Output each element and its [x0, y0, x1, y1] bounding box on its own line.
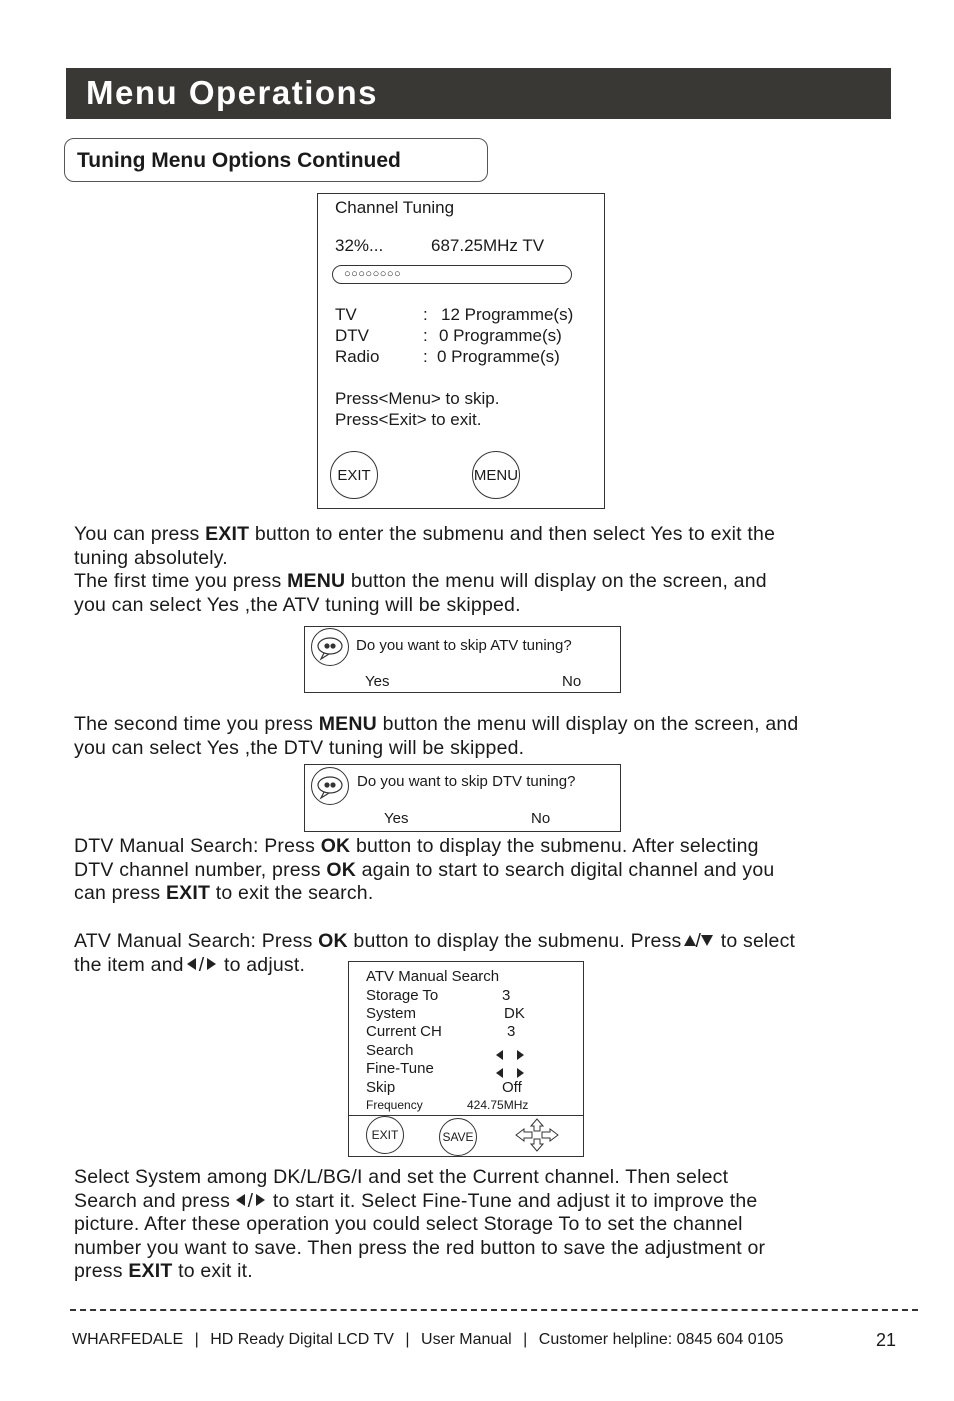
text: to select [715, 930, 796, 952]
key-ok: OK [326, 858, 356, 881]
paragraph-select-system [74, 1166, 765, 1284]
atv-row-label: Current CH [366, 1023, 442, 1040]
dialog-no-button[interactable]: No [562, 673, 582, 690]
tuning-percent: 32%... [335, 236, 384, 255]
tuning-row-label: TV [335, 305, 357, 324]
text: button to display the submenu. Press [347, 930, 682, 952]
tuning-row-value: 0 Programme(s) [439, 326, 562, 345]
text: tuning absolutely. [74, 546, 228, 569]
key-ok: OK [318, 930, 348, 952]
text: button to display the submenu. After selecting [350, 835, 759, 857]
key-ok: OK [320, 835, 351, 857]
left-arrow-icon [236, 1194, 245, 1206]
page-header [66, 68, 891, 119]
text: can press [74, 882, 166, 904]
text: you can select Yes ,the DTV tuning will be skipped. [74, 736, 525, 759]
tuning-row-sep: : [423, 326, 428, 345]
text: The second time you press [74, 713, 319, 735]
atv-row-label: Fine-Tune [366, 1060, 434, 1077]
dialog-no-button[interactable]: No [531, 810, 551, 827]
paragraph-exit-menu [74, 523, 775, 617]
atv-row-value: DK [504, 1005, 525, 1022]
footer-separator: | [523, 1331, 528, 1348]
atv-row-label: Search [366, 1042, 414, 1059]
direction-pad-icon[interactable] [514, 1117, 560, 1158]
menu-button[interactable]: MENU [472, 451, 520, 499]
text: DTV Manual Search: Press [74, 835, 321, 857]
tuning-progress-bar [332, 265, 572, 284]
paragraph-second-menu [74, 713, 798, 760]
text: button the menu will display on the screen, and [345, 570, 767, 592]
section-heading [64, 138, 488, 182]
key-exit: EXIT [128, 1260, 173, 1282]
text: again to start to search digital channel and you [355, 858, 775, 881]
dialog-question: Do you want to skip ATV tuning? [356, 637, 572, 654]
footer-separator: | [194, 1331, 199, 1348]
tuning-row-value: 0 Programme(s) [437, 347, 560, 366]
text: button the menu will display on the screen, and [376, 713, 799, 735]
progress-dots: ○○○○○○○○ [344, 268, 402, 280]
text: Search and press [74, 1189, 236, 1212]
speech-face-icon [311, 628, 349, 666]
hint-exit: Press<Exit> to exit. [335, 410, 482, 429]
tuning-row-value: 12 Programme(s) [441, 305, 574, 324]
paragraph-dtv-manual-search [74, 835, 774, 906]
text: Select System among DK/L/BG/I and set the Current channel. Then select [74, 1166, 729, 1188]
atv-row-value: 3 [507, 1023, 516, 1040]
left-arrow-icon [187, 958, 196, 970]
footer-product: HD Ready Digital LCD TV [210, 1331, 394, 1348]
text: to exit it. [172, 1260, 253, 1282]
page-number: 21 [876, 1330, 897, 1350]
footer-separator: | [405, 1331, 410, 1348]
dialog-yes-button[interactable]: Yes [384, 810, 409, 827]
channel-tuning-title: Channel Tuning [335, 198, 455, 217]
down-arrow-icon [701, 935, 713, 946]
footer [72, 1331, 783, 1349]
exit-button[interactable]: EXIT [366, 1116, 404, 1154]
text: to start it. Select Fine-Tune and adjust it to improve the [267, 1189, 758, 1212]
key-menu: MENU [287, 570, 346, 592]
tuning-frequency: 687.25MHz TV [431, 236, 545, 255]
footer-brand: WHARFEDALE [72, 1331, 184, 1348]
text: / [695, 930, 702, 952]
tuning-row-sep: : [423, 347, 428, 366]
text: to exit the search. [210, 882, 374, 904]
right-arrow-icon [256, 1194, 265, 1206]
dialog-yes-button[interactable]: Yes [365, 673, 390, 690]
key-exit: EXIT [205, 523, 250, 545]
atv-row-value: Off [502, 1079, 522, 1096]
speech-face-icon [311, 767, 349, 805]
save-button[interactable]: SAVE [439, 1118, 477, 1156]
key-exit: EXIT [165, 882, 211, 904]
section-title: Tuning Menu Options Continued [77, 149, 401, 172]
text: / [247, 1189, 254, 1212]
text: / [198, 953, 205, 976]
dialog-question: Do you want to skip DTV tuning? [357, 773, 576, 790]
atv-manual-title: ATV Manual Search [366, 968, 500, 985]
frequency-label: Frequency [366, 1098, 423, 1112]
text: DTV channel number, press [74, 858, 327, 881]
footer-helpline: Customer helpline: 0845 604 0105 [538, 1331, 784, 1348]
text: picture. After these operation you could select Storage To to set the channel [74, 1213, 743, 1235]
hint-menu-skip: Press<Menu> to skip. [335, 389, 500, 408]
tuning-row-sep: : [423, 305, 428, 324]
footer-doc: User Manual [421, 1331, 512, 1348]
frequency-value: 424.75MHz [467, 1098, 529, 1112]
text: press [74, 1260, 129, 1282]
atv-row-value: 3 [502, 987, 511, 1004]
text: to adjust. [218, 953, 306, 976]
tuning-row-label: DTV [335, 326, 369, 345]
atv-row-label: Storage To [366, 987, 439, 1004]
atv-row-label: Skip [366, 1079, 396, 1096]
search-left-arrow-icon[interactable] [496, 1046, 503, 1064]
text: ATV Manual Search: Press [74, 930, 319, 952]
search-right-arrow-icon[interactable] [517, 1046, 524, 1064]
up-arrow-icon [684, 935, 696, 946]
right-arrow-icon [207, 958, 216, 970]
key-menu: MENU [318, 713, 377, 735]
exit-button[interactable]: EXIT [330, 451, 378, 499]
text: you can select Yes ,the ATV tuning will be skipped. [74, 593, 521, 616]
text: The first time you press [74, 570, 288, 592]
text: the item and [74, 953, 184, 976]
page-title: Menu Operations [86, 74, 379, 111]
tuning-row-label: Radio [335, 347, 380, 366]
footer-divider [70, 1309, 918, 1311]
text: button to enter the submenu and then select Yes to exit the [249, 523, 776, 545]
text: You can press [74, 523, 206, 545]
text: number you want to save. Then press the red button to save the adjustment or [74, 1236, 766, 1259]
atv-row-label: System [366, 1005, 417, 1022]
